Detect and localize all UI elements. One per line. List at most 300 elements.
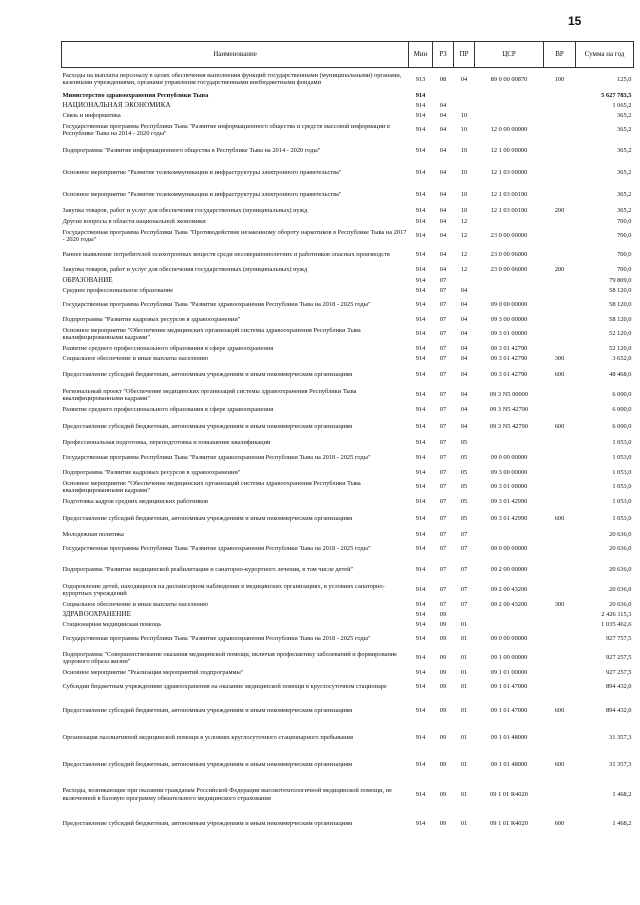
cell-csr: 09 1 01 00000 — [490, 668, 528, 676]
cell-rz: 07 — [439, 565, 447, 573]
cell-name: Подпрограмма "Развитие кадровых ресурсов в здравоохранении" — [62, 315, 241, 323]
table-row — [62, 438, 634, 449]
cell-min: 914 — [415, 251, 426, 259]
cell-pr: 10 — [460, 126, 468, 134]
cell-min: 914 — [415, 620, 426, 628]
cell-min: 914 — [415, 514, 426, 522]
cell-sum: 1 053,0 — [612, 439, 632, 447]
cell-csr: 09 0 00 00000 — [490, 545, 528, 553]
cell-csr: 12 0 00 00000 — [490, 126, 528, 134]
cell-sum: 927 257,5 — [605, 654, 632, 662]
cell-sum: 1 053,0 — [612, 498, 632, 506]
cell-csr: 09 1 01 48000 — [490, 760, 528, 768]
cell-rz: 07 — [439, 454, 447, 462]
cell-csr: 09 1 01 48000 — [490, 733, 528, 741]
cell-csr: 09 0 00 00000 — [490, 454, 528, 462]
table-row — [62, 111, 634, 121]
cell-sum: 20 636,0 — [609, 565, 632, 573]
cell-rz: 07 — [439, 330, 447, 338]
cell-pr: 12 — [460, 217, 468, 225]
cell-csr: 12 1 00 00000 — [490, 146, 528, 154]
cell-vr: 200 — [554, 207, 565, 215]
cell-min: 914 — [415, 207, 426, 215]
cell-pr: 07 — [460, 586, 468, 594]
cell-sum: 3 652,0 — [612, 354, 632, 362]
table-row — [62, 101, 634, 111]
cell-min: 914 — [415, 483, 426, 491]
cell-pr: 04 — [460, 315, 468, 323]
cell-name: Закупка товаров, работ и услуг для обеспечения государственных (муниципальных) нужд — [62, 266, 308, 274]
cell-pr: 07 — [460, 600, 468, 608]
table-row — [62, 751, 634, 779]
cell-csr — [475, 530, 544, 540]
cell-sum: 20 636,0 — [609, 586, 632, 594]
cell-min: 914 — [415, 286, 426, 294]
cell-vr — [544, 678, 576, 697]
cell-csr: 12 1 03 00190 — [490, 190, 528, 198]
cell-rz: 04 — [439, 232, 447, 240]
table-row — [62, 246, 634, 265]
cell-min: 914 — [415, 760, 426, 768]
cell-rz: 09 — [439, 819, 447, 827]
cell-csr: 09 3 01 42790 — [490, 370, 528, 378]
cell-vr — [544, 325, 576, 344]
cell-vr — [544, 217, 576, 227]
cell-min: 914 — [415, 91, 426, 99]
cell-pr: 10 — [460, 111, 468, 119]
cell-csr: 09 3 01 42790 — [490, 344, 528, 352]
cell-min: 914 — [415, 126, 426, 134]
cell-csr: 89 0 00 00870 — [490, 75, 528, 83]
header-min: Мин — [409, 42, 433, 68]
cell-vr — [544, 630, 576, 649]
cell-sum: 6 000,0 — [612, 391, 632, 399]
cell-pr — [454, 276, 475, 286]
table-row — [62, 217, 634, 227]
cell-name: Развитие среднего профессионального образования в сфере здравоохранения — [62, 344, 274, 352]
table-row — [62, 162, 634, 184]
cell-csr: 09 3 01 00000 — [490, 330, 528, 338]
table-row — [62, 610, 634, 620]
cell-csr: 09 3 01 42990 — [490, 498, 528, 506]
cell-rz: 09 — [439, 706, 447, 714]
cell-sum: 79 809,0 — [609, 276, 632, 284]
cell-min: 914 — [415, 733, 426, 741]
cell-pr: 04 — [460, 301, 468, 309]
cell-sum: 894 432,0 — [605, 683, 632, 691]
header-csr: ЦСР — [475, 42, 544, 68]
cell-pr: 05 — [460, 468, 468, 476]
cell-csr: 09 1 01 47000 — [490, 706, 528, 714]
cell-min: 914 — [415, 344, 426, 352]
cell-vr — [544, 405, 576, 416]
table-row — [62, 364, 634, 386]
table-row — [62, 286, 634, 296]
table-row — [62, 530, 634, 540]
table-row — [62, 668, 634, 678]
cell-min: 914 — [415, 101, 426, 109]
header-pr: ПР — [454, 42, 475, 68]
cell-pr: 05 — [460, 514, 468, 522]
cell-rz: 07 — [439, 286, 447, 294]
cell-vr — [544, 286, 576, 296]
table-row — [62, 581, 634, 600]
cell-csr: 09 3 01 42990 — [490, 514, 528, 522]
table-row — [62, 184, 634, 206]
cell-min: 914 — [415, 586, 426, 594]
cell-sum: 1 035 462,6 — [601, 620, 632, 628]
cell-vr — [544, 344, 576, 354]
header-name: Наименование — [62, 42, 409, 68]
cell-rz: 07 — [439, 600, 447, 608]
cell-sum: 700,0 — [617, 251, 632, 259]
table-row — [62, 478, 634, 497]
cell-csr: 09 1 01 47000 — [490, 683, 528, 691]
cell-name: Социальное обеспечение и иные выплаты населению — [62, 354, 209, 362]
cell-vr — [544, 620, 576, 630]
cell-min: 914 — [415, 391, 426, 399]
cell-vr — [544, 184, 576, 206]
cell-pr — [454, 91, 475, 101]
cell-rz: 07 — [439, 391, 447, 399]
cell-pr: 04 — [460, 330, 468, 338]
cell-sum: 58 120,0 — [609, 301, 632, 309]
cell-name: Подпрограмма "Развитие медицинской реабилитации и санаторно-курортного лечения, в том числе детей" — [62, 565, 354, 573]
cell-min: 914 — [415, 190, 426, 198]
cell-rz: 04 — [439, 126, 447, 134]
cell-name: Основное мероприятие "Обеспечение медицинских организаций системы здравоохранения Республики Тыва квалифицированными кадрами" — [62, 326, 361, 341]
table-row — [62, 354, 634, 364]
cell-rz: 07 — [439, 344, 447, 352]
table-row — [62, 140, 634, 162]
cell-csr: 23 0 00 06000 — [490, 251, 528, 259]
cell-rz: 04 — [439, 168, 447, 176]
cell-name: Другие вопросы в области национальной экономики — [62, 217, 206, 225]
cell-vr — [544, 111, 576, 121]
header-rz: РЗ — [433, 42, 454, 68]
cell-vr: 200 — [554, 266, 565, 274]
table-row — [62, 811, 634, 837]
cell-vr — [544, 725, 576, 751]
cell-rz: 07 — [439, 439, 447, 447]
cell-sum: 1 468,2 — [612, 790, 632, 798]
cell-sum: 1 065,2 — [612, 101, 632, 109]
cell-sum: 1 468,2 — [612, 819, 632, 827]
cell-sum: 1 053,0 — [612, 468, 632, 476]
cell-min: 914 — [415, 668, 426, 676]
cell-rz: 09 — [439, 620, 447, 628]
cell-min: 914 — [415, 706, 426, 714]
cell-pr: 10 — [460, 146, 468, 154]
cell-sum: 5 627 783,5 — [601, 91, 632, 99]
cell-sum: 58 120,0 — [609, 315, 632, 323]
cell-csr: 09 2 00 43200 — [490, 600, 528, 608]
cell-min: 914 — [415, 790, 426, 798]
table-row — [62, 540, 634, 559]
cell-min: 914 — [415, 498, 426, 506]
cell-rz: 04 — [439, 111, 447, 119]
cell-rz: 09 — [439, 760, 447, 768]
cell-pr: 04 — [460, 354, 468, 362]
cell-name: Основное мероприятие "Обеспечение медицинских организаций системы здравоохранения Республики Тыва квалифицированными кадрами" — [62, 479, 361, 494]
cell-min: 914 — [415, 635, 426, 643]
cell-min: 914 — [415, 111, 426, 119]
cell-name: Основное мероприятие "Развитие телекоммуникации и инфраструктуры электронного правительства" — [62, 168, 342, 176]
cell-rz — [433, 91, 454, 101]
cell-rz: 04 — [439, 266, 447, 274]
cell-pr: 07 — [460, 530, 468, 538]
cell-min: 914 — [415, 819, 426, 827]
cell-csr: 09 3 N5 00000 — [489, 391, 529, 399]
cell-rz: 07 — [439, 406, 447, 414]
cell-csr: 09 2 00 00000 — [490, 565, 528, 573]
table-row — [62, 296, 634, 315]
cell-min: 914 — [415, 370, 426, 378]
cell-name: Государственная программа Республики Тыва "Развитие здравоохранения Республики Тыва на 2018 - 2025 годы" — [62, 454, 371, 462]
cell-min: 914 — [415, 330, 426, 338]
cell-sum: 365,2 — [617, 126, 632, 134]
cell-name: Стационарная медицинская помощь — [62, 620, 162, 628]
cell-rz: 07 — [439, 545, 447, 553]
cell-pr: 07 — [460, 565, 468, 573]
cell-pr: 01 — [460, 790, 468, 798]
cell-sum: 365,2 — [617, 168, 632, 176]
cell-rz: 07 — [439, 276, 447, 284]
table-row — [62, 344, 634, 354]
cell-rz: 04 — [439, 207, 447, 215]
cell-rz: 09 — [439, 733, 447, 741]
cell-min: 914 — [415, 600, 426, 608]
cell-sum: 700,0 — [617, 266, 632, 274]
cell-csr: 09 3 00 00000 — [490, 315, 528, 323]
cell-csr — [475, 276, 544, 286]
cell-csr: 12 1 03 00000 — [490, 168, 528, 176]
cell-csr: 09 0 00 00000 — [490, 635, 528, 643]
cell-rz: 04 — [439, 217, 447, 225]
cell-name: Закупка товаров, работ и услуг для обеспечения государственных (муниципальных) нужд — [62, 207, 308, 215]
cell-csr — [475, 610, 544, 620]
cell-vr — [544, 497, 576, 508]
cell-min: 914 — [415, 301, 426, 309]
cell-name: Связь и информатика — [62, 111, 121, 119]
cell-pr: 01 — [460, 819, 468, 827]
cell-pr: 01 — [460, 635, 468, 643]
cell-name: Предоставление субсидий бюджетным, автономным учреждениям и иным некоммерческим организациям — [62, 370, 353, 378]
cell-vr — [544, 227, 576, 246]
cell-pr: 01 — [460, 683, 468, 691]
cell-name: Подготовка кадров средних медицинских работников — [62, 498, 208, 506]
cell-name: Расходы, возникающие при оказании гражданам Российской Федерации высокотехнологичной медицинской помощи, не включенной в базовую программу обязательного медицинского страхования — [62, 787, 392, 802]
cell-vr — [544, 478, 576, 497]
cell-name: Предоставление субсидий бюджетным, автономным учреждениям и иным некоммерческим организациям — [62, 422, 353, 430]
cell-vr: 300 — [554, 354, 565, 362]
cell-vr — [544, 276, 576, 286]
cell-name: Социальное обеспечение и иные выплаты населению — [62, 600, 209, 608]
cell-pr: 05 — [460, 483, 468, 491]
cell-sum: 927 257,5 — [605, 668, 632, 676]
cell-csr — [475, 111, 544, 121]
cell-sum: 20 636,0 — [609, 600, 632, 608]
cell-pr: 04 — [460, 406, 468, 414]
cell-name: Государственная программа Республики Тыва "Противодействие незаконному обороту наркотиков в Республике Тыва на 2017 - 2020 годы" — [62, 228, 407, 243]
cell-min: 914 — [415, 565, 426, 573]
cell-pr — [454, 610, 475, 620]
cell-vr — [544, 468, 576, 478]
cell-sum: 365,2 — [617, 146, 632, 154]
cell-csr: 09 3 N5 42790 — [489, 422, 529, 430]
cell-vr — [544, 668, 576, 678]
cell-min: 914 — [415, 422, 426, 430]
cell-rz: 09 — [439, 683, 447, 691]
cell-csr: 09 1 01 R4020 — [490, 790, 528, 798]
cell-rz: 07 — [439, 514, 447, 522]
cell-vr — [544, 559, 576, 581]
cell-sum: 1 053,0 — [612, 483, 632, 491]
cell-sum: 365,2 — [617, 190, 632, 198]
cell-rz: 08 — [439, 75, 447, 83]
cell-sum: 700,0 — [617, 217, 632, 225]
cell-pr: 10 — [460, 207, 468, 215]
cell-rz: 07 — [439, 530, 447, 538]
cell-pr: 01 — [460, 654, 468, 662]
cell-vr — [544, 540, 576, 559]
cell-vr — [544, 386, 576, 405]
cell-vr — [544, 162, 576, 184]
cell-vr — [544, 296, 576, 315]
cell-name: ОБРАЗОВАНИЕ — [62, 276, 113, 285]
cell-min: 914 — [415, 468, 426, 476]
table-row — [62, 678, 634, 697]
cell-name: Государственная программа Республики Тыва "Развитие здравоохранения Республики Тыва на 2018 - 2025 годы" — [62, 545, 371, 553]
cell-name: Государственная программа Республики Тыва "Развитие здравоохранения Республики Тыва на 2018 - 2025 годы" — [62, 301, 371, 309]
table-row — [62, 227, 634, 246]
cell-rz: 09 — [439, 654, 447, 662]
cell-pr: 04 — [460, 286, 468, 294]
cell-vr — [544, 610, 576, 620]
cell-name: Расходы на выплаты персоналу в целях обеспечения выполнения функций государственными (муниципальными) органами, казенными учреждениями, органами управления государственными внебюджетными фондами — [62, 71, 402, 87]
cell-name: Государственная программа Республики Тыва "Развитие здравоохранения Республики Тыва на 2018 - 2025 годы" — [62, 635, 371, 643]
cell-name: Предоставление субсидий бюджетным, автономным учреждениям и иным некоммерческим организациям — [62, 706, 353, 714]
cell-rz: 07 — [439, 370, 447, 378]
cell-vr: 600 — [554, 706, 565, 714]
cell-name: Региональный проект "Обеспечение медицинских организаций системы здравоохранения Республики Тыва квалифицированными кадрами" — [62, 387, 357, 402]
cell-name: Предоставление субсидий бюджетным, автономным учреждениям и иным некоммерческим организациям — [62, 760, 353, 768]
cell-sum: 894 432,0 — [605, 706, 632, 714]
cell-rz: 09 — [439, 610, 447, 618]
cell-sum: 365,2 — [617, 207, 632, 215]
cell-csr — [475, 620, 544, 630]
table-row — [62, 559, 634, 581]
cell-pr: 01 — [460, 706, 468, 714]
cell-min: 914 — [415, 545, 426, 553]
cell-name: Предоставление субсидий бюджетным, автономным учреждениям и иным некоммерческим организациям — [62, 819, 353, 827]
cell-min: 914 — [415, 315, 426, 323]
cell-name: Подпрограмма "Развитие информационного общества в Республике Тыва на 2014 - 2020 годы" — [62, 146, 321, 154]
cell-vr — [544, 315, 576, 325]
cell-sum: 20 636,0 — [609, 530, 632, 538]
cell-sum: 20 636,0 — [609, 545, 632, 553]
cell-min: 914 — [415, 406, 426, 414]
cell-name: Молодежная политика — [62, 530, 124, 538]
table-row — [62, 91, 634, 101]
cell-vr: 600 — [554, 514, 565, 522]
table-body — [62, 68, 634, 837]
cell-csr: 09 0 00 00000 — [490, 301, 528, 309]
cell-name: Оздоровление детей, находящихся на диспансерном наблюдении в медицинских организациях, в условиях санаторно-курортных учреждений — [62, 582, 385, 597]
cell-csr: 09 3 00 00000 — [490, 468, 528, 476]
cell-sum: 2 426 115,3 — [601, 610, 632, 618]
cell-sum: 52 120,0 — [609, 330, 632, 338]
cell-vr — [544, 581, 576, 600]
cell-pr: 12 — [460, 266, 468, 274]
cell-pr: 04 — [460, 422, 468, 430]
cell-sum: 125,0 — [617, 75, 632, 83]
cell-min: 914 — [415, 454, 426, 462]
cell-vr — [544, 101, 576, 111]
table-row — [62, 649, 634, 668]
cell-rz: 07 — [439, 301, 447, 309]
cell-rz: 07 — [439, 498, 447, 506]
cell-vr: 600 — [554, 370, 565, 378]
cell-vr — [544, 246, 576, 265]
cell-rz: 09 — [439, 790, 447, 798]
cell-csr — [475, 286, 544, 296]
cell-sum: 1 053,0 — [612, 514, 632, 522]
cell-csr: 23 0 00 06000 — [490, 266, 528, 274]
cell-min: 914 — [415, 217, 426, 225]
cell-name: Организация паллиативной медицинской помощи в условиях круглосуточного стационарного пребывания — [62, 733, 353, 741]
cell-vr — [544, 140, 576, 162]
cell-min: 913 — [415, 75, 426, 83]
table-row — [62, 697, 634, 725]
cell-pr: 07 — [460, 545, 468, 553]
cell-vr — [544, 649, 576, 668]
cell-name: НАЦИОНАЛЬНАЯ ЭКОНОМИКА — [62, 101, 171, 110]
cell-sum: 31 357,3 — [609, 733, 632, 741]
cell-vr — [544, 121, 576, 140]
cell-rz: 04 — [439, 146, 447, 154]
cell-csr: 09 3 01 42790 — [490, 354, 528, 362]
cell-rz: 04 — [439, 251, 447, 259]
cell-vr — [544, 91, 576, 101]
cell-rz: 07 — [439, 483, 447, 491]
cell-pr: 05 — [460, 454, 468, 462]
cell-name: Основное мероприятие "Развитие телекоммуникации и инфраструктуры электронного правительства" — [62, 190, 342, 198]
cell-sum: 6 000,0 — [612, 422, 632, 430]
table-row — [62, 405, 634, 416]
cell-vr: 600 — [554, 422, 565, 430]
table-row — [62, 276, 634, 286]
cell-name: Государственная программа Республики Тыва "Развитие информационного общества и средств массовой информации в Республике Тыва на 2014 - 2020 годы" — [62, 122, 390, 137]
cell-name: Предоставление субсидий бюджетным, автономным учреждениям и иным некоммерческим организациям — [62, 514, 353, 522]
cell-name: Субсидии бюджетным учреждениям здравоохранения на оказание медицинской помощи в круглосуточном стационаре — [62, 683, 387, 691]
table-row — [62, 600, 634, 610]
cell-vr — [544, 530, 576, 540]
header-sum: Сумма на год — [576, 42, 634, 68]
table-row — [62, 497, 634, 508]
cell-min: 914 — [415, 276, 426, 284]
cell-csr: 09 3 01 00000 — [490, 483, 528, 491]
cell-vr: 600 — [554, 819, 565, 827]
cell-pr: 01 — [460, 760, 468, 768]
cell-vr: 100 — [554, 75, 565, 83]
cell-name: Среднее профессиональное образование — [62, 286, 174, 294]
cell-csr: 09 2 00 43200 — [490, 586, 528, 594]
cell-sum: 31 357,3 — [609, 760, 632, 768]
table-row — [62, 468, 634, 478]
cell-rz: 04 — [439, 190, 447, 198]
table-row — [62, 620, 634, 630]
